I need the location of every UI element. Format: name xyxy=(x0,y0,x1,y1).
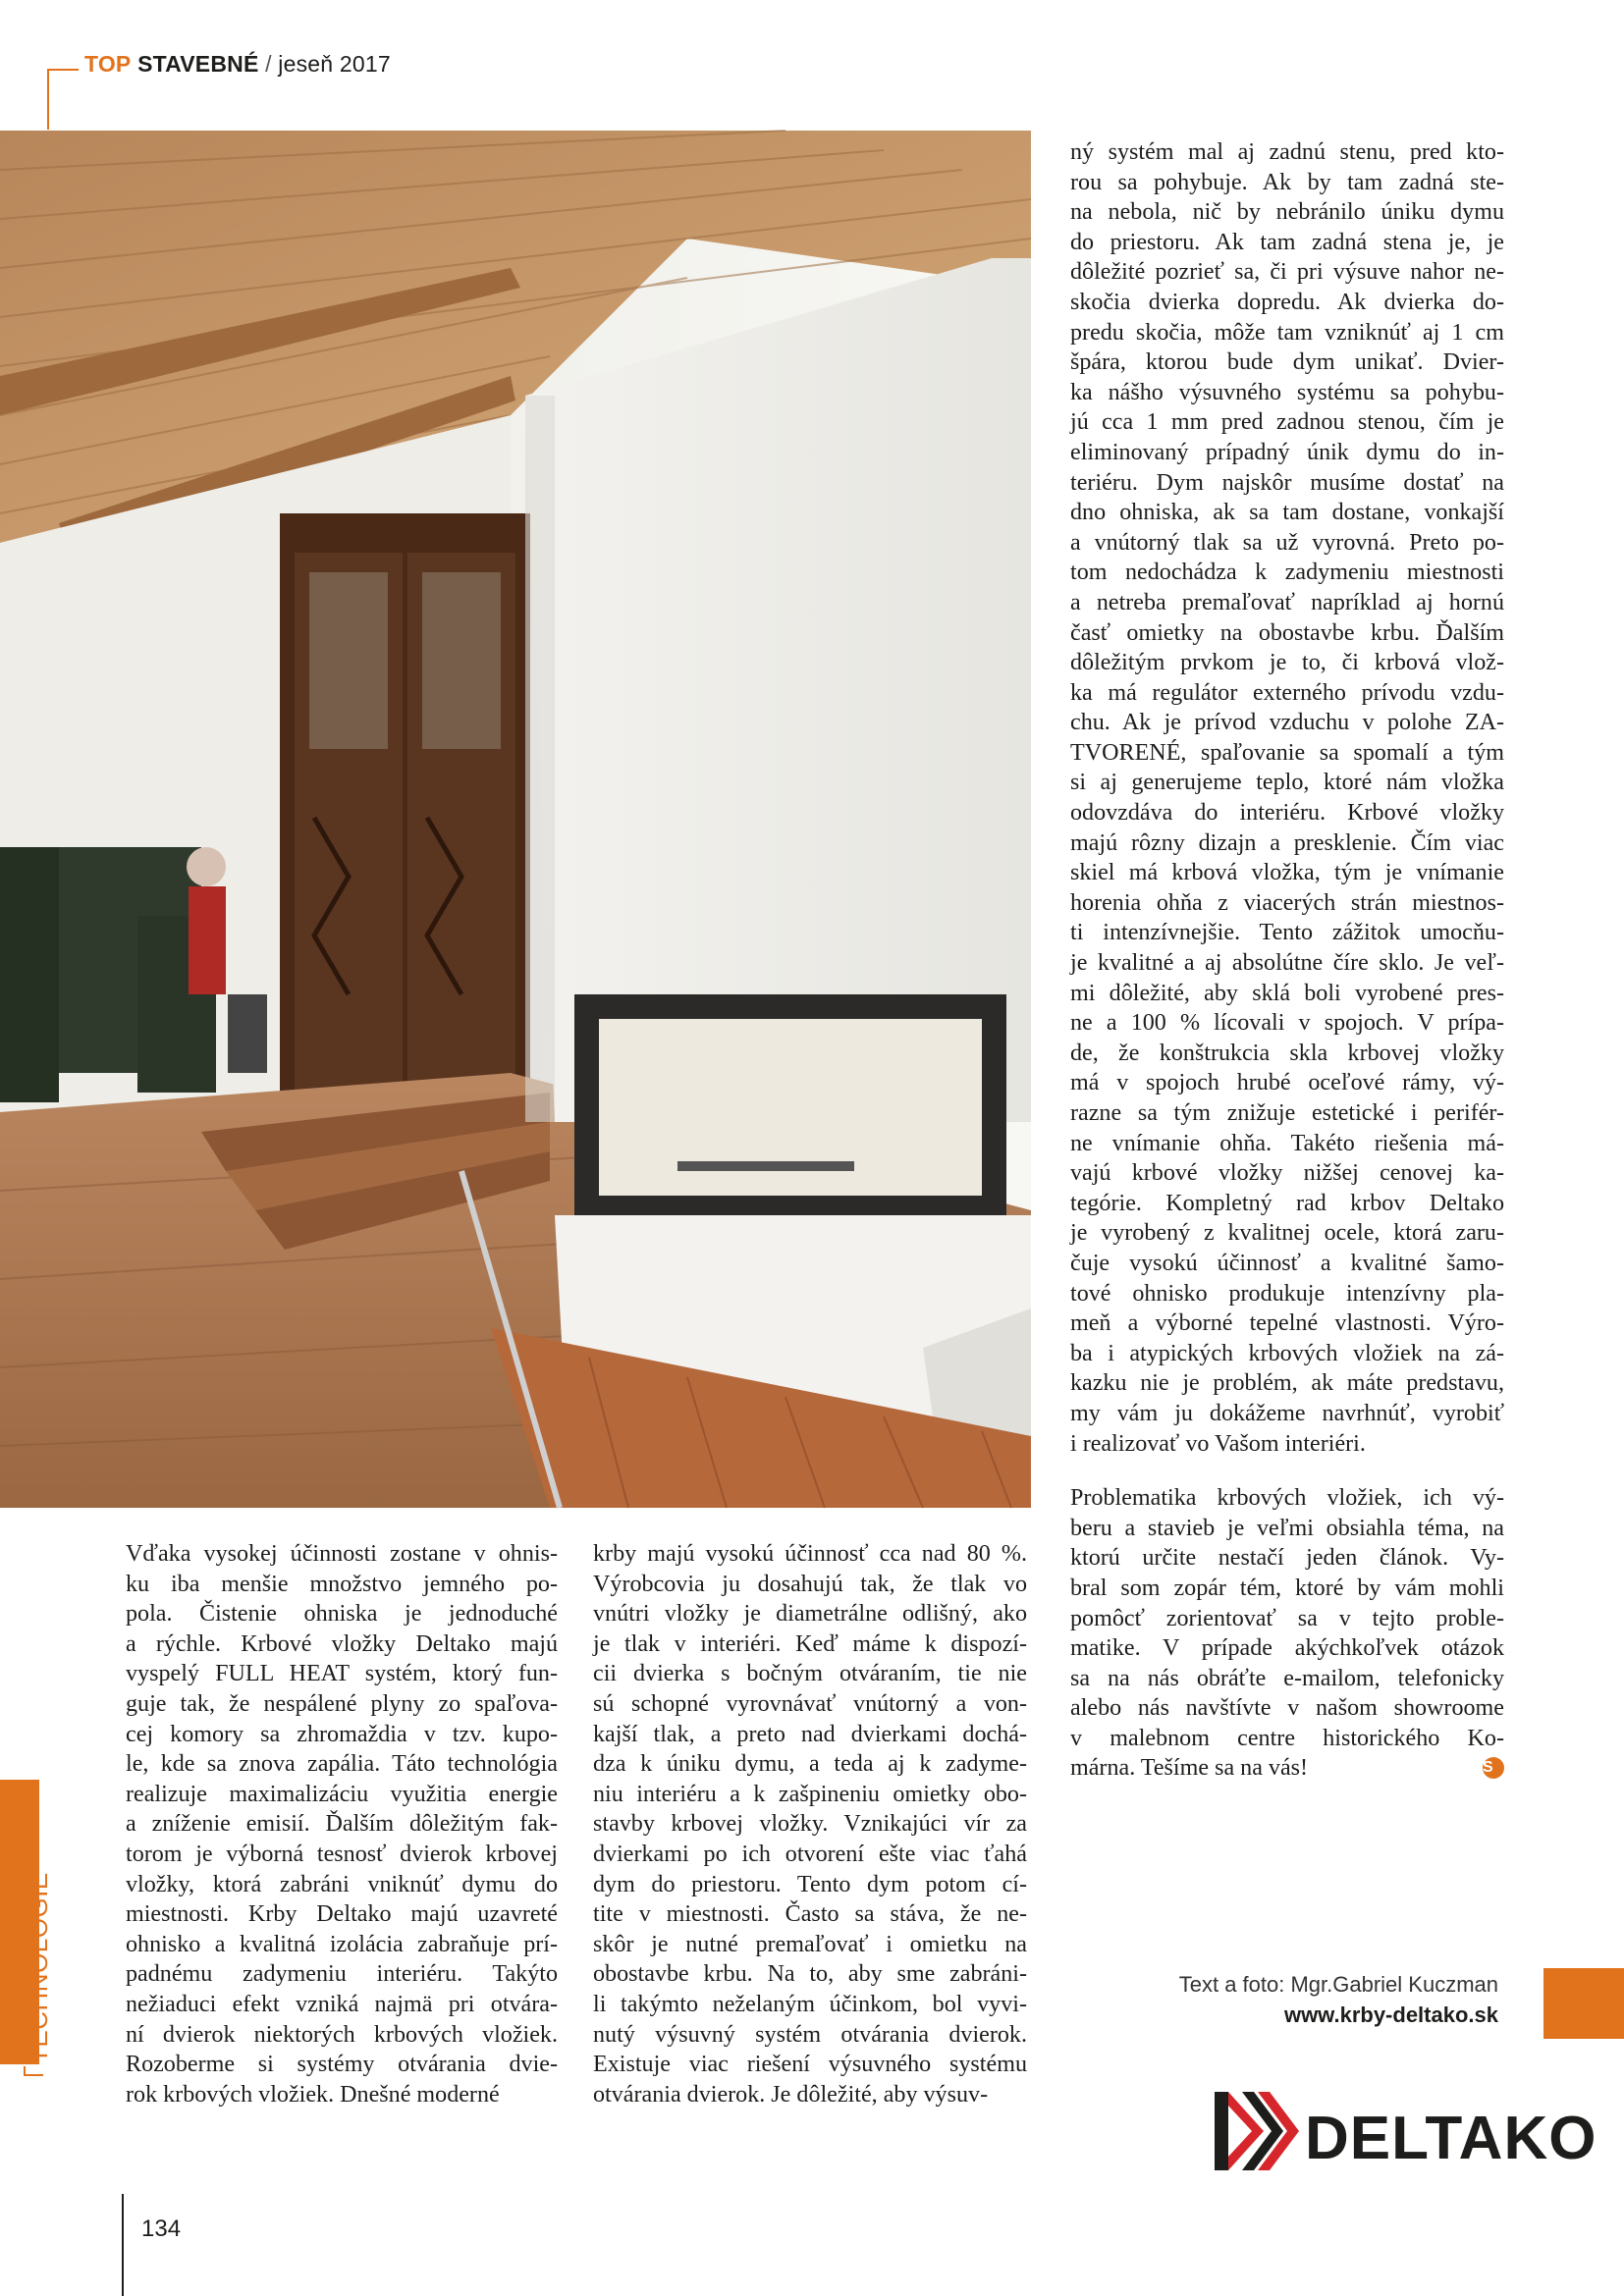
column-3-line: je vyrobený z kvalitnej ocele, ktorá zaru- xyxy=(1070,1220,1504,1247)
column-3-line: dôležité pozrieť sa, či pri výsuve nahor ne- xyxy=(1070,259,1504,286)
column-1-line: ní dvierok niektorých krbových vložiek. xyxy=(126,2021,558,2048)
column-3-line: my vám ju dokážeme navrhnúť, vyrobiť xyxy=(1070,1400,1504,1426)
column-2-line: stavby krbovej vložky. Vznikajúci vír za xyxy=(593,1811,1027,1838)
column-3-line: dôležitým prvkom je to, či krbová vlož- xyxy=(1070,650,1504,676)
column-2-line: je tlak v interiéri. Keď máme k dispozí- xyxy=(593,1630,1027,1657)
column-3-line: je kvalitné a aj absolútne číre sklo. Je veľ- xyxy=(1070,950,1504,977)
column-3-line: ne vnímanie ohňa. Takéto riešenia má- xyxy=(1070,1130,1504,1156)
column-2-line: niu interiéru a k zašpineniu omietky obo- xyxy=(593,1781,1027,1807)
footer-rule xyxy=(122,2194,124,2296)
column-3-line: tom nedochádza k zadymeniu miestnosti xyxy=(1070,560,1504,586)
column-3-line: má v spojoch hrubé oceľové rámy, vý- xyxy=(1070,1070,1504,1096)
column-3-line: odovzdáva do interiéru. Krbové vložky xyxy=(1070,800,1504,827)
column-1-line: guje tak, že nespálené plyny zo spaľova- xyxy=(126,1690,558,1717)
column-3-line: horenia ohňa z viacerých strán miestnos- xyxy=(1070,889,1504,916)
paragraph-2 xyxy=(1070,1483,1504,1784)
column-3-line: časť omietky na obostavbe krbu. Ďalším xyxy=(1070,619,1504,646)
section-label: TECHNOLÓGIE xyxy=(24,1872,53,2063)
column-2-line: dym do priestoru. Tento dym potom cí- xyxy=(593,1871,1027,1897)
column-2-line: kajší tlak, a preto nad dvierkami dochá- xyxy=(593,1721,1027,1747)
column-1-line: nežiaduci efekt vzniká najmä pri otvára- xyxy=(126,1991,558,2017)
column-3-line: chu. Ak je prívod vzduchu v polohe ZA- xyxy=(1070,710,1504,736)
column-3-line: majú rôzny dizajn a presklenie. Čím viac xyxy=(1070,829,1504,856)
column-2-line: cii dvierka s bočným otváraním, tie nie xyxy=(593,1661,1027,1687)
column-3-line: razne sa tým znižuje estetické i perifér- xyxy=(1070,1100,1504,1126)
column-3-line: alebo nás navštívte v našom showroome xyxy=(1070,1695,1504,1722)
column-3-line: a netreba premaľovať napríklad aj hornú xyxy=(1070,589,1504,615)
column-3-line: matike. V prípade akýchkoľvek otázok xyxy=(1070,1635,1504,1662)
running-header xyxy=(84,51,391,78)
column-3-line: TVORENÉ, spaľovanie sa spomalí a tým xyxy=(1070,739,1504,766)
column-3-line: rou sa pohybuje. Ak by tam zadná ste- xyxy=(1070,169,1504,195)
column-3-line: márna. Tešíme sa na vás! S xyxy=(1070,1753,1504,1784)
page-number: 134 xyxy=(141,2216,182,2242)
column-1-line: vložky, ktorá zabráni vniknúť dymu do xyxy=(126,1871,558,1897)
column-1-line: miestnosti. Krby Deltako majú uzavreté xyxy=(126,1901,558,1928)
column-3-line: kazku nie je problém, ak máte predstavu, xyxy=(1070,1370,1504,1397)
column-3-line: pomôcť zorientovať sa v tejto proble- xyxy=(1070,1605,1504,1631)
end-of-article-icon: S xyxy=(1483,1757,1504,1779)
column-3-line: vajú krbové vložky nižšej cenovej ka- xyxy=(1070,1160,1504,1187)
column-2-line: Existuje viac riešení výsuvného systému xyxy=(593,2052,1027,2078)
article-credit xyxy=(1179,1969,1498,2030)
column-3-line: si aj generujeme teplo, ktoré nám vložka xyxy=(1070,770,1504,796)
column-3-line: ka má regulátor externého prívodu vzdu- xyxy=(1070,679,1504,706)
section-tab-rule xyxy=(24,2066,26,2074)
decorative-block xyxy=(1543,1968,1624,2039)
header-rule-vertical xyxy=(47,69,49,130)
column-3-line: ný systém mal aj zadnú stenu, pred kto- xyxy=(1070,139,1504,165)
magazine-title: STAVEBNÉ xyxy=(137,51,259,77)
column-3-line: teriéru. Dym najskôr musíme dostať na xyxy=(1070,469,1504,496)
deltako-logo xyxy=(1215,2086,1597,2176)
column-3-line: meň a výborné tepelné vlastnosti. Výro- xyxy=(1070,1310,1504,1337)
column-3-line: tegórie. Kompletný rad krbov Deltako xyxy=(1070,1190,1504,1216)
column-2-line: nutý výsuvný systém otvárania dvierok. xyxy=(593,2021,1027,2048)
column-3-line: na nebola, nič by nebránilo úniku dymu xyxy=(1070,199,1504,226)
column-3-line: skočia dvierka dopredu. Ak dvierka do- xyxy=(1070,289,1504,315)
header-separator: / xyxy=(265,51,272,77)
column-3-line: de, že konštrukcia skla krbovej vložky xyxy=(1070,1040,1504,1066)
column-3-line: ne a 100 % lícovali v spojoch. V prípa- xyxy=(1070,1010,1504,1037)
column-2-line: li takýmto neželaným účinkom, bol vyvi- xyxy=(593,1991,1027,2017)
column-3-line: a vnútorný tlak sa už vyrovná. Preto po- xyxy=(1070,529,1504,556)
column-3-line: v malebnom centre historického Ko- xyxy=(1070,1725,1504,1751)
column-1-line: padnému zadymeniu interiéru. Takýto xyxy=(126,1961,558,1988)
column-3-line: dno ohniska, ak sa tam dostane, vonkajší xyxy=(1070,500,1504,526)
column-1-line: le, kde sa znova zapália. Táto technológia xyxy=(126,1751,558,1778)
column-3-line: i realizovať vo Vašom interiéri. xyxy=(1070,1430,1366,1457)
header-rule-horizontal xyxy=(47,69,79,71)
fireplace-photo xyxy=(0,131,1031,1508)
column-2-line: otvárania dvierok. Je dôležité, aby výsuv- xyxy=(593,2081,989,2108)
column-3-line: sa na nás obráťte e-mailom, telefonicky xyxy=(1070,1665,1504,1691)
magazine-brand: TOP xyxy=(84,51,132,77)
column-1-line: Rozoberme si systémy otvárania dvie- xyxy=(126,2052,558,2078)
column-3-line: ka nášho výsuvného systému sa pohybu- xyxy=(1070,379,1504,405)
column-2-line: skôr je nutné premaľovať i omietku na xyxy=(593,1931,1027,1957)
logo-wordmark: DELTAKO xyxy=(1305,2105,1597,2172)
column-2-line: obostavbe krbu. Na to, aby sme zabráni- xyxy=(593,1961,1027,1988)
column-1-line: vyspelý FULL HEAT systém, ktorý fun- xyxy=(126,1661,558,1687)
column-1-line: realizuje maximalizáciu využitia energie xyxy=(126,1781,558,1807)
column-1-line: ku iba menšie množstvo jemného po- xyxy=(126,1571,558,1597)
column-1-line: ohnisko a kvalitná izolácia zabraňuje prí- xyxy=(126,1931,558,1957)
column-2-line: dvierkami po ich otvorení ešte viac ťahá xyxy=(593,1841,1027,1867)
column-2-line: tite v miestnosti. Často sa stáva, že ne- xyxy=(593,1901,1027,1928)
column-3-line: jú cca 1 mm pred zadnou stenou, čím je xyxy=(1070,409,1504,436)
column-3-line: skiel má krbová vložka, tým je vnímanie xyxy=(1070,860,1504,886)
paragraph-1 xyxy=(1070,137,1504,1459)
column-2-line: dza k úniku dymu, a teda aj k zadyme- xyxy=(593,1751,1027,1778)
column-1-line: a rýchle. Krbové vložky Deltako majú xyxy=(126,1630,558,1657)
author-line: Text a foto: Mgr.Gabriel Kuczman xyxy=(1178,1972,1498,1997)
column-3-line: predu skočia, môže tam vzniknúť aj 1 cm xyxy=(1070,319,1504,346)
column-2-line: Výrobcovia ju dosahujú tak, že tlak vo xyxy=(593,1571,1027,1597)
website-link[interactable]: www.krby-deltako.sk xyxy=(1283,2002,1498,2027)
column-1-line: a zníženie emisií. Ďalším dôležitým fak- xyxy=(126,1811,558,1838)
column-3-line: čuje vysokú účinnosť a kvalitné šamo- xyxy=(1070,1250,1504,1276)
column-2-line: sú schopné vyrovnávať vnútorný a von- xyxy=(593,1690,1027,1717)
column-2-line: vnútri vložky je diametrálne odlišný, ako xyxy=(593,1601,1027,1628)
body-column-3 xyxy=(1070,137,1504,1784)
column-3-line: do priestoru. Ak tam zadná stena je, je xyxy=(1070,229,1504,255)
column-3-line: eliminovaný prípadný únik dymu do in- xyxy=(1070,439,1504,465)
column-2-line: krby majú vysokú účinnosť cca nad 80 %. xyxy=(593,1541,1027,1567)
column-1-line: rok krbových vložiek. Dnešné moderné xyxy=(126,2081,500,2108)
column-3-line: tové ohnisko produkuje intenzívny pla- xyxy=(1070,1280,1504,1307)
column-1-line: torom je výborná tesnosť dvierok krbovej xyxy=(126,1841,558,1867)
body-column-2 xyxy=(593,1539,1027,2109)
column-3-line: bral som zopár tém, ktoré by vám mohli xyxy=(1070,1575,1504,1601)
column-1-line: cej komory sa zhromaždia v tzv. kupo- xyxy=(126,1721,558,1747)
section-tab-rule-horizontal xyxy=(24,2074,43,2076)
column-3-line: ktorú určite nestačí jeden článok. Vy- xyxy=(1070,1545,1504,1572)
column-3-line: špára, ktorou bude dym unikať. Dvier- xyxy=(1070,349,1504,376)
column-3-line: beru a stavieb je veľmi obsiahla téma, na xyxy=(1070,1515,1504,1541)
column-1-line: Vďaka vysokej účinnosti zostane v ohnis- xyxy=(126,1541,558,1567)
issue-label: jeseň 2017 xyxy=(278,51,391,77)
body-column-1 xyxy=(126,1539,558,2109)
column-1-line: pola. Čistenie ohniska je jednoduché xyxy=(126,1601,558,1628)
column-3-line: ti intenzívnejšie. Tento zážitok umocňu- xyxy=(1070,920,1504,946)
column-3-line: mi dôležité, aby sklá boli vyrobené pres- xyxy=(1070,980,1504,1006)
column-3-line: ba i atypických krbových vložiek na zá- xyxy=(1070,1340,1504,1366)
column-3-line: Problematika krbových vložiek, ich vý- xyxy=(1070,1485,1504,1512)
